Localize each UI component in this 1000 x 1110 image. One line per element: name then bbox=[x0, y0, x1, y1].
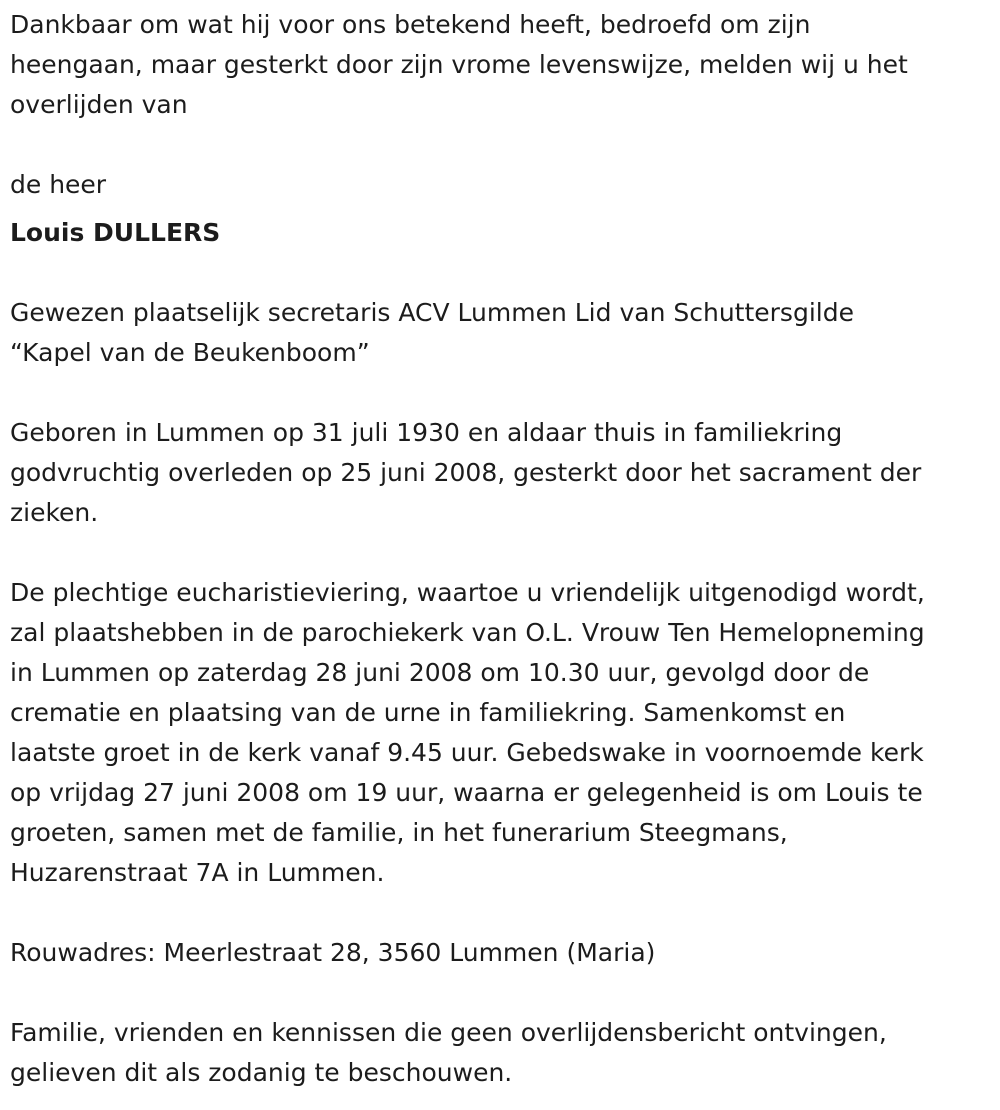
honorific: de heer bbox=[10, 170, 107, 199]
intro-line: heengaan, maar gesterkt door zijn vrome levenswijze, melden wij u het bbox=[10, 50, 908, 79]
intro-line: Dankbaar om wat hij voor ons betekend heeft, bedroefd om zijn bbox=[10, 10, 811, 39]
ceremony-line: zal plaatshebben in de parochiekerk van O.L. Vrouw Ten Hemelopneming bbox=[10, 618, 925, 647]
ceremony-line: De plechtige eucharistieviering, waartoe u vriendelijk uitgenodigd wordt, bbox=[10, 578, 925, 607]
ceremony-line: Huzarenstraat 7A in Lummen. bbox=[10, 858, 385, 887]
birth-death-line: godvruchtig overleden op 25 juni 2008, gesterkt door het sacrament der bbox=[10, 458, 922, 487]
functions-line: “Kapel van de Beukenboom” bbox=[10, 338, 370, 367]
ceremony-line: op vrijdag 27 juni 2008 om 19 uur, waarna er gelegenheid is om Louis te bbox=[10, 778, 923, 807]
closing-line: Familie, vrienden en kennissen die geen overlijdensbericht ontvingen, bbox=[10, 1018, 887, 1047]
deceased-name: Louis DULLERS bbox=[10, 218, 221, 247]
birth-death-line: zieken. bbox=[10, 498, 99, 527]
ceremony-line: laatste groet in de kerk vanaf 9.45 uur. Gebedswake in voornoemde kerk bbox=[10, 738, 924, 767]
ceremony-line: groeten, samen met de familie, in het funerarium Steegmans, bbox=[10, 818, 788, 847]
ceremony-line: crematie en plaatsing van de urne in familiekring. Samenkomst en bbox=[10, 698, 846, 727]
birth-death-line: Geboren in Lummen op 31 juli 1930 en aldaar thuis in familiekring bbox=[10, 418, 843, 447]
functions-line: Gewezen plaatselijk secretaris ACV Lummen Lid van Schuttersgilde bbox=[10, 298, 854, 327]
intro-line: overlijden van bbox=[10, 90, 188, 119]
ceremony-line: in Lummen op zaterdag 28 juni 2008 om 10.30 uur, gevolgd door de bbox=[10, 658, 870, 687]
closing-line: gelieven dit als zodanig te beschouwen. bbox=[10, 1058, 513, 1087]
mourning-address: Rouwadres: Meerlestraat 28, 3560 Lummen (Maria) bbox=[10, 938, 656, 967]
